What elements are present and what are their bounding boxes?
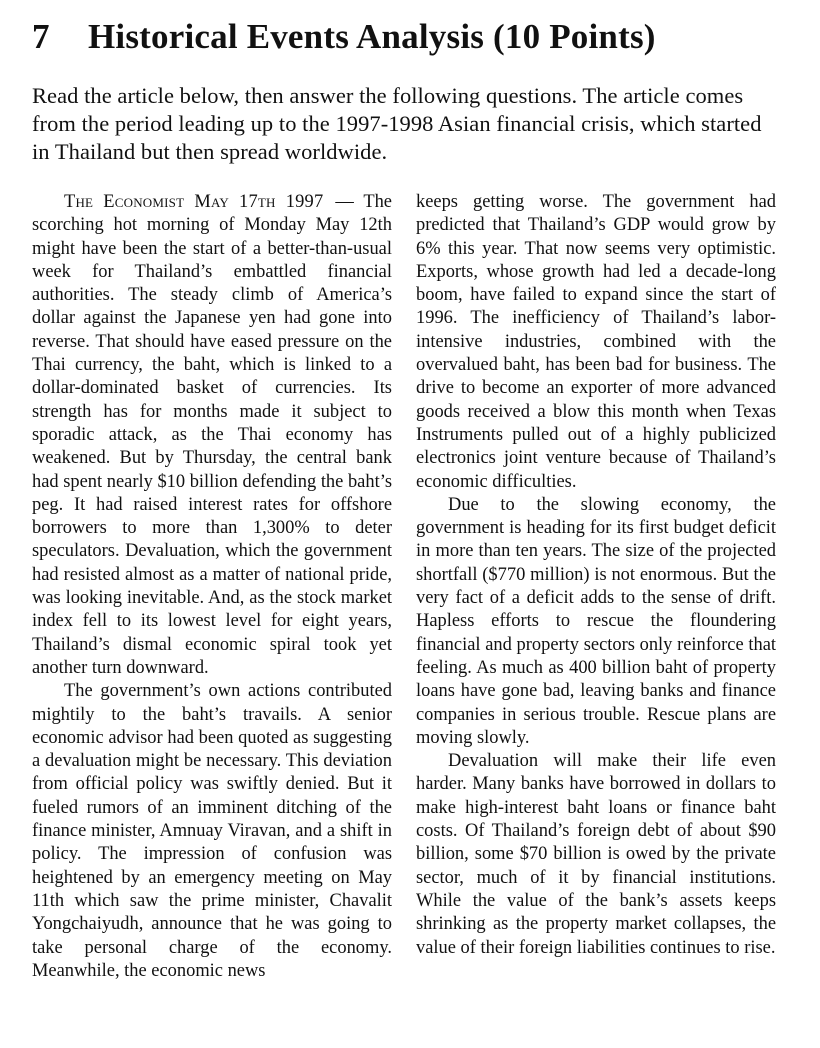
article-source-separator: —: [335, 191, 354, 211]
article-column-right: [416, 190, 776, 1040]
section-heading: [32, 18, 656, 57]
article-paragraph-1: [32, 190, 392, 679]
article-column-left: [32, 190, 392, 1040]
section-title: Historical Events Analysis (10 Points): [88, 17, 656, 56]
article-paragraph-4: Devaluation will make their life even harder. Many banks have borrowed in dollars to make high-interest baht loans or finance baht costs. Of Thailand’s foreign debt of about $90 billion, some $70 billion is owed by the private sector, much of it by financial institutions. While the value of the bank’s assets keeps shrinking as the property market collapses, the value of their foreign liabilities continues to rise.: [416, 750, 776, 957]
article-columns: [32, 190, 776, 1040]
article-paragraph-2-continued: keeps getting worse. The government had predicted that Thailand’s GDP would grow by 6% this year. That now seems very optimistic. Exports, whose growth had led a decade-long boom, have failed to expand since the start of 1996. The inefficiency of Thailand’s labor-intensive industries, combined with the overvalued baht, has been bad for business. The drive to become an exporter of more advanced goods received a blow this month when Texas Instruments pulled out of a highly publicized electronics joint venture because of Thailand’s economic difficulties.: [416, 191, 776, 491]
section-number: 7: [32, 17, 50, 56]
intro-paragraph: Read the article below, then answer the following questions. The article comes from the period leading up to the 1997-1998 Asian financial crisis, which started in Thailand but then spread worldwide.: [32, 83, 762, 164]
article-source: The Economist May 17th 1997: [64, 191, 324, 211]
article-paragraph-2-start: The government’s own actions contributed mightily to the baht’s travails. A senior economic advisor had been quoted as suggesting a devaluation might be necessary. This deviation from official policy was swiftly denied. But it fueled rumors of an imminent ditching of the finance minister, Amnuay Viravan, and a shift in policy. The impression of confusion was heightened by an emergency meeting on May 11th which saw the prime minister, Chavalit Yongchaiyudh, announce that he was going to take personal charge of the economy. Meanwhile, the economic news: [32, 680, 392, 980]
article-paragraph-3: Due to the slowing economy, the government is heading for its first budget deficit in more than ten years. The size of the projected shortfall ($770 million) is not enormous. But the very fact of a deficit adds to the sense of drift. Hapless efforts to rescue the floundering financial and property sectors only reinforce that feeling. As much as 400 billion baht of property loans have gone bad, leaving banks and finance companies in serious trouble. Rescue plans are moving slowly.: [416, 493, 776, 747]
article-paragraph-1-text: The scorching hot morning of Monday May 12th might have been the start of a better-than-usual week for Thailand’s embattled financial authorities. The steady climb of America’s dollar against the Japanese yen had gone into reverse. That should have eased pressure on the Thai currency, the baht, which is linked to a dollar-dominated basket of currencies. Its strength has for months made it subject to sporadic attack, as the Thai economy has weakened. But by Thursday, the central bank had spent nearly $10 billion defending the baht’s peg. It had raised interest rates for offshore borrowers to more than 1,300% to deter speculators. Devaluation, which the government had resisted almost as a matter of national pride, was looking inevitable. And, as the stock market index fell to its lowest level for eight years, Thailand’s dismal economic spiral took yet another turn downward.: [32, 191, 392, 677]
